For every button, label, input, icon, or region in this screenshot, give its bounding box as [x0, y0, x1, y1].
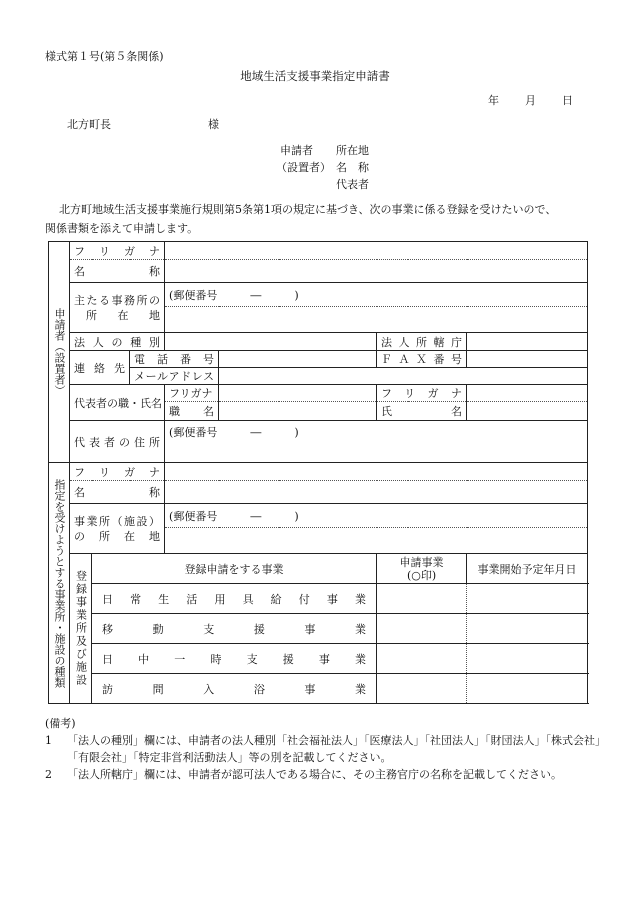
note-1	[45, 732, 615, 766]
applicant-sub-label: （設置者）	[276, 161, 331, 174]
email-field[interactable]	[219, 368, 588, 385]
date-month: 月	[525, 94, 536, 107]
form-number: 様式第１号(第５条関係)	[45, 50, 164, 63]
applicant-name-label: 名 称	[336, 161, 369, 174]
notes	[45, 715, 615, 783]
note-2-number: 2	[45, 768, 52, 781]
corp-office-label: 法人所轄庁	[377, 333, 467, 351]
notes-heading: (備考)	[45, 717, 76, 730]
section-applicant-side: 申請者（設置者）	[49, 242, 70, 463]
registered-side-label: 登録事業所及び施設	[70, 554, 92, 704]
furigana-field[interactable]	[165, 242, 588, 260]
apply-mark-4[interactable]	[377, 674, 467, 704]
office-address-label	[70, 283, 165, 333]
applicant-block	[276, 142, 369, 193]
fax-field[interactable]	[467, 351, 588, 368]
start-date-2[interactable]	[467, 614, 588, 644]
rep-post-label: 職 名	[165, 402, 219, 421]
business-row-4: 訪問入浴事業	[92, 674, 377, 704]
contact-label: 連 絡 先	[70, 351, 130, 385]
page-title: 地域生活支援事業指定申請書	[240, 69, 390, 83]
rep-furigana-label-1: フリガナ	[165, 385, 219, 402]
rep-address-field[interactable]: (郵便番号 ― )	[165, 421, 588, 463]
facility-name-label: 名 称	[70, 481, 165, 504]
section-facility-side: 指定を受けようとする事業所・施設の種類	[49, 463, 70, 704]
note-2-text: 「法人所轄庁」欄には、申請者が認可法人である場合に、その主務官庁の名称を記載してください。	[67, 768, 562, 781]
corp-type-label: 法 人 の 種 別	[70, 333, 165, 351]
date-year: 年	[488, 94, 499, 107]
col-start-header: 事業開始予定年月日	[467, 554, 588, 584]
fax-label: ＦＡＸ番号	[377, 351, 467, 368]
facility-address-label-1: 事業所（施設）	[74, 514, 161, 528]
facility-postal-field[interactable]: (郵便番号 ― )	[165, 504, 588, 528]
facility-address-label-2: の 所 在 地	[74, 529, 161, 543]
note-1-text: 「法人の種別」欄には、申請者の法人種別「社会福祉法人」「医療法人」「社団法人」「財団法人」「株式会社」「有限会社」「特定非営利活動法人」等の別を記載してください。	[67, 734, 606, 764]
office-postal-field[interactable]: (郵便番号 ― )	[165, 283, 588, 307]
applicant-rep-label: 代表者	[336, 178, 369, 191]
business-row-1: 日常生活用具給付事業	[92, 584, 377, 614]
apply-mark-1[interactable]	[377, 584, 467, 614]
rep-person-name-label: 氏 名	[377, 402, 467, 421]
email-label: メールアドレス	[130, 368, 219, 385]
note-2	[45, 766, 615, 783]
office-address-label-1: 主たる事務所の	[74, 293, 161, 307]
col-apply-header-1: 申請事業	[399, 555, 444, 569]
phone-label: 電 話 番 号	[130, 351, 219, 368]
intro-text	[45, 200, 605, 238]
phone-field[interactable]	[219, 351, 377, 368]
intro-line-2: 関係書類を添えて申請します。	[45, 222, 199, 235]
start-date-1[interactable]	[467, 584, 588, 614]
facility-address-field[interactable]	[165, 528, 588, 554]
date-day: 日	[562, 94, 573, 107]
facility-furigana-field[interactable]	[165, 463, 588, 481]
honorific: 様	[208, 118, 219, 131]
addressee: 北方町長	[67, 118, 111, 131]
facility-address-label	[70, 504, 165, 554]
applicant-label: 申請者	[280, 144, 313, 157]
apply-mark-3[interactable]	[377, 644, 467, 674]
date-line	[488, 95, 573, 106]
name-field[interactable]	[165, 260, 588, 283]
name-label: 名 称	[70, 260, 165, 283]
rep-furigana-field-1[interactable]	[219, 385, 377, 402]
facility-name-field[interactable]	[165, 481, 588, 504]
furigana-label: フ リ ガ ナ	[70, 242, 165, 260]
corp-office-field[interactable]	[467, 333, 588, 351]
col-apply-header	[377, 554, 467, 584]
note-1-number: 1	[45, 734, 52, 747]
rep-post-field[interactable]	[219, 402, 377, 421]
rep-person-name-field[interactable]	[467, 402, 588, 421]
start-date-4[interactable]	[467, 674, 588, 704]
rep-furigana-field-2[interactable]	[467, 385, 588, 402]
col-business-header: 登録申請をする事業	[92, 554, 377, 584]
start-date-3[interactable]	[467, 644, 588, 674]
application-form-table	[48, 241, 588, 704]
business-row-2: 移動支援事業	[92, 614, 377, 644]
facility-furigana-label: フ リ ガ ナ	[70, 463, 165, 481]
office-address-label-2: 所 在 地	[86, 308, 161, 322]
rep-address-label: 代 表 者 の 住 所	[70, 421, 165, 463]
business-row-3: 日中一時支援事業	[92, 644, 377, 674]
rep-furigana-label-2: フリガナ	[377, 385, 467, 402]
rep-title-name-label: 代表者の職・氏名	[70, 385, 165, 421]
intro-line-1: 北方町地域生活支援事業施行規則第5条第1項の規定に基づき、次の事業に係る登録を受けたいので、	[59, 203, 557, 216]
office-address-field[interactable]	[165, 307, 588, 333]
apply-mark-2[interactable]	[377, 614, 467, 644]
col-apply-header-2: (○印)	[406, 568, 437, 582]
corp-type-field[interactable]	[165, 333, 377, 351]
applicant-address-label: 所在地	[336, 144, 369, 157]
